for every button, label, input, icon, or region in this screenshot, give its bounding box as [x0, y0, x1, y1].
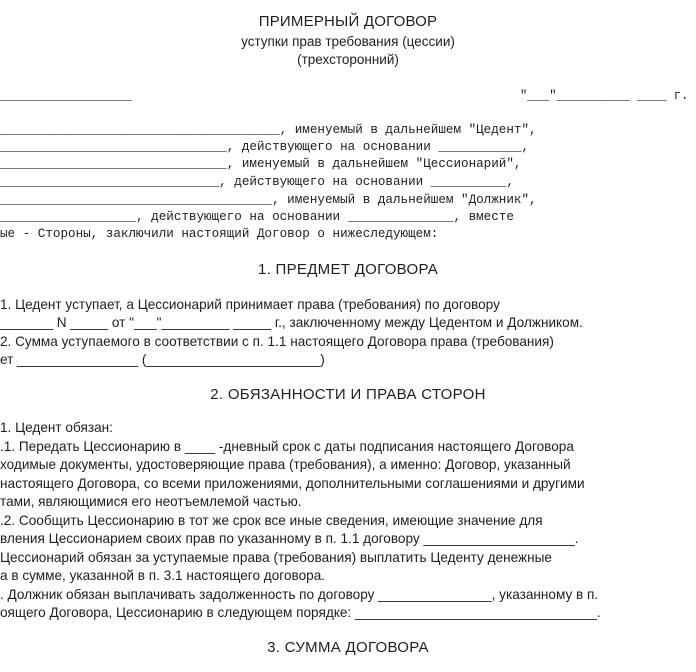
section-2-line: оящего Договора, Цессионарию в следующем порядке: ________________________________.: [0, 605, 601, 620]
section-2-line: . Должник обязан выплачивать задолженность по договору _______________, указанному в п.: [0, 587, 599, 602]
section-2-line: ходимые документы, удостоверяющие права (требования), а именно: Договор, указанный: [0, 457, 571, 472]
section-2-line: Цессионарий обязан за уступаемые права (требования) выплатить Цеденту денежные: [0, 550, 552, 565]
section-1-line: _______ N _____ от "___"_________ _____ г., заключенному между Цедентом и Должником.: [0, 315, 583, 330]
section-2-line: тами, являющимися его неотъемлемой частью.: [0, 494, 302, 509]
section-3-heading: 3. СУММА ДОГОВОРА: [267, 639, 429, 656]
preamble-line: __________________ "___"__________ ____ г.: [0, 89, 689, 103]
preamble-line: _____________________________, действующего на основании __________,: [0, 175, 514, 189]
section-2-line: .1. Передать Цессионарию в ____ -дневный срок с даты подписания настоящего Договора: [0, 439, 574, 454]
section-1-line: 2. Сумма уступаемого в соответствии с п. 1.1 настоящего Договора права (требования): [0, 334, 554, 349]
section-1-line: ет ________________ (_______________________): [0, 352, 325, 367]
section-2-line: вления Цессионарием своих прав по указанному в п. 1.1 договору ____________________.: [0, 531, 579, 546]
document-subtitle: уступки прав требования (цессии): [241, 34, 455, 49]
document-title: ПРИМЕРНЫЙ ДОГОВОР: [258, 13, 438, 30]
section-2-line: 1. Цедент обязан:: [0, 420, 113, 435]
section-1-line: 1. Цедент уступает, а Цессионарий принимает права (требования) по договору: [0, 297, 500, 312]
section-2-line: настоящего Договора, со всеми приложениями, дополнительными соглашениями и другими: [0, 476, 585, 491]
preamble-line: ______________________________, именуемый в дальнейшем "Цессионарий",: [0, 157, 522, 171]
section-2-heading: 2. ОБЯЗАННОСТИ И ПРАВА СТОРОН: [210, 386, 486, 403]
section-2-line: а в сумме, указанной в п. 3.1 настоящего договора.: [0, 568, 326, 583]
section-1-heading: 1. ПРЕДМЕТ ДОГОВОРА: [257, 261, 439, 278]
preamble-line: ____________________________________, именуемый в дальнейшем "Должник",: [0, 193, 537, 207]
preamble-line: ые - Стороны, заключили настоящий Договор о нижеследующем:: [0, 227, 439, 241]
section-2-line: .2. Сообщить Цессионарию в тот же срок все иные сведения, имеющие значение для: [0, 513, 543, 528]
preamble-line: __________________, действующего на основании ______________, вместе: [0, 210, 514, 224]
preamble-line: ______________________________, действующего на основании ___________,: [0, 140, 530, 154]
document-subtitle-2: (трехсторонний): [297, 52, 399, 67]
preamble-line: _____________________________________, именуемый в дальнейшем "Цедент",: [0, 123, 537, 137]
